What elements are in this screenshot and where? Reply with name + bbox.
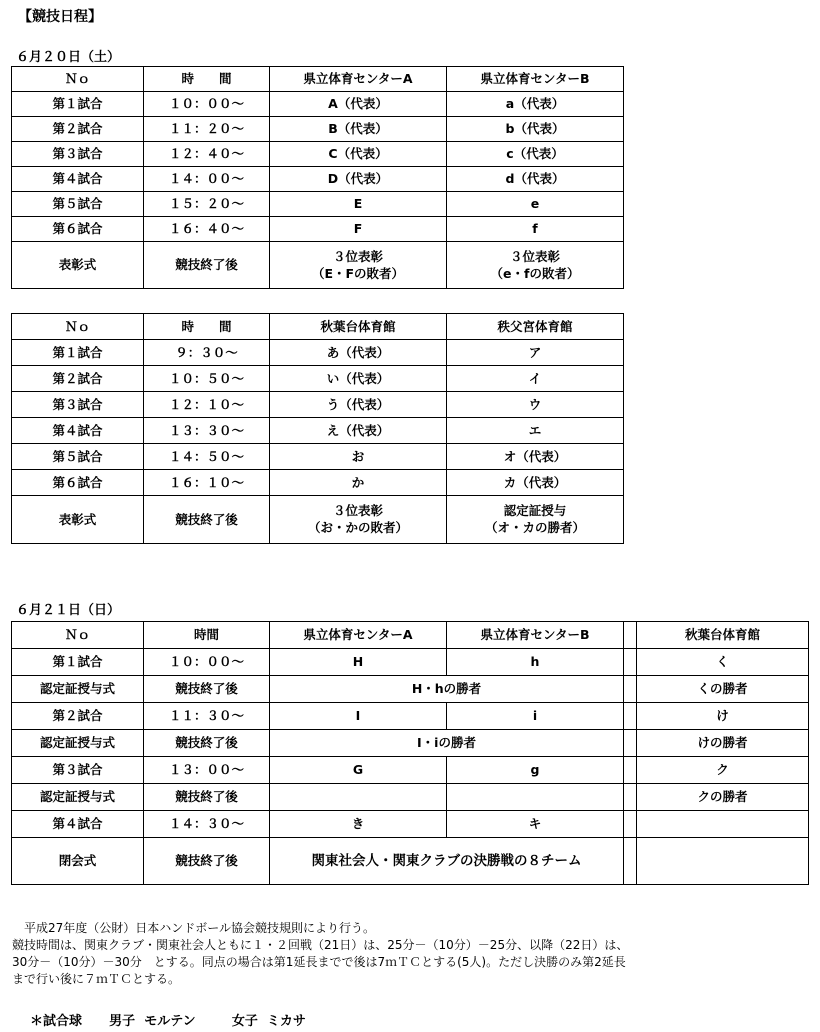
match-time: １３：３０～ bbox=[144, 418, 270, 444]
match-venue-b: e bbox=[447, 192, 624, 217]
match-time: １６：１０～ bbox=[144, 470, 270, 496]
match-venue-b: キ bbox=[447, 811, 624, 838]
match-venue-b: c（代表） bbox=[447, 142, 624, 167]
match-venue-a: D（代表） bbox=[270, 167, 447, 192]
match-venue-b: イ bbox=[447, 366, 624, 392]
match-venue-c: け bbox=[637, 703, 809, 730]
table-row bbox=[12, 676, 809, 703]
match-venue-a: い（代表） bbox=[270, 366, 447, 392]
header-no: Ｎｏ bbox=[12, 314, 144, 340]
match-time: 競技終了後 bbox=[144, 676, 270, 703]
match-no: 第３試合 bbox=[12, 757, 144, 784]
ceremony-venue-a bbox=[270, 496, 447, 544]
ceremony-venue-b-line2: （オ・カの勝者） bbox=[484, 520, 585, 535]
notes-line: 平成27年度（公財）日本ハンドボール協会競技規則により行う。 bbox=[12, 921, 376, 935]
match-time: １０：００～ bbox=[144, 649, 270, 676]
match-venue-b: f bbox=[447, 217, 624, 242]
ceremony-venue-a-line2: （E・Fの敗者） bbox=[311, 265, 405, 281]
column-gap bbox=[624, 649, 637, 676]
notes-line: 30分－（10分）－30分 とする。同点の場合は第1延長までで後は7ｍＴＣとする(5人)。ただし決勝のみ第2延長 bbox=[12, 955, 626, 969]
column-gap bbox=[624, 811, 637, 838]
ceremony-row bbox=[12, 242, 624, 289]
ceremony-venue-b bbox=[447, 496, 624, 544]
header-no: Ｎｏ bbox=[12, 622, 144, 649]
match-time: １４：５０～ bbox=[144, 444, 270, 470]
match-no: 第６試合 bbox=[12, 217, 144, 242]
ceremony-venue-a-line2: （お・かの敗者） bbox=[307, 520, 408, 535]
ceremony-venue-a-line1: ３位表彰 bbox=[332, 503, 383, 518]
column-gap bbox=[624, 703, 637, 730]
rules-notes bbox=[12, 920, 812, 988]
header-no: Ｎｏ bbox=[12, 67, 144, 92]
match-no: 第５試合 bbox=[12, 192, 144, 217]
closing-label: 閉会式 bbox=[12, 838, 144, 885]
column-gap bbox=[624, 622, 637, 649]
match-venue-b: オ（代表） bbox=[447, 444, 624, 470]
match-venue-b: i bbox=[447, 703, 624, 730]
match-venue-a: I bbox=[270, 703, 447, 730]
table-row bbox=[12, 784, 809, 811]
match-time: １６：４０～ bbox=[144, 217, 270, 242]
match-no: 第６試合 bbox=[12, 470, 144, 496]
ceremony-row bbox=[12, 496, 624, 544]
match-venue-ab: I・iの勝者 bbox=[270, 730, 624, 757]
header-venue-a: 県立体育センターA bbox=[270, 622, 447, 649]
ceremony-time: 競技終了後 bbox=[144, 496, 270, 544]
ceremony-time: 競技終了後 bbox=[144, 242, 270, 289]
table-row bbox=[12, 470, 624, 496]
match-time: １３：００～ bbox=[144, 757, 270, 784]
match-time: 競技終了後 bbox=[144, 730, 270, 757]
closing-row bbox=[12, 838, 809, 885]
table-header-row bbox=[12, 67, 624, 92]
header-venue-a: 県立体育センターA bbox=[270, 67, 447, 92]
match-venue-a: え（代表） bbox=[270, 418, 447, 444]
game-ball-men-value: モルテン bbox=[144, 1014, 196, 1029]
table-row bbox=[12, 757, 809, 784]
closing-venue-c bbox=[637, 838, 809, 885]
match-venue-b: g bbox=[447, 757, 624, 784]
table-row bbox=[12, 167, 624, 192]
match-venue-a: C（代表） bbox=[270, 142, 447, 167]
ceremony-venue-a-line1: ３位表彰 bbox=[332, 248, 383, 264]
table-row bbox=[12, 444, 624, 470]
match-venue-b: h bbox=[447, 649, 624, 676]
match-no: 第２試合 bbox=[12, 703, 144, 730]
day1-table-2 bbox=[11, 313, 624, 544]
header-venue-a: 秋葉台体育館 bbox=[270, 314, 447, 340]
ceremony-label: 表彰式 bbox=[12, 496, 144, 544]
match-no: 第１試合 bbox=[12, 340, 144, 366]
match-venue-c: クの勝者 bbox=[637, 784, 809, 811]
table-row bbox=[12, 217, 624, 242]
match-venue-a: G bbox=[270, 757, 447, 784]
match-venue-b bbox=[447, 784, 624, 811]
match-venue-a: き bbox=[270, 811, 447, 838]
match-venue-b: エ bbox=[447, 418, 624, 444]
table-row bbox=[12, 117, 624, 142]
match-time: １５：２０～ bbox=[144, 192, 270, 217]
page-heading: 【競技日程】 bbox=[18, 9, 102, 25]
match-time: １０：５０～ bbox=[144, 366, 270, 392]
ceremony-venue-a bbox=[270, 242, 447, 289]
match-time: ９：３０～ bbox=[144, 340, 270, 366]
header-time: 時 間 bbox=[144, 314, 270, 340]
match-venue-c: く bbox=[637, 649, 809, 676]
column-gap bbox=[624, 757, 637, 784]
table-row bbox=[12, 392, 624, 418]
match-venue-b: b（代表） bbox=[447, 117, 624, 142]
day2-table bbox=[11, 621, 809, 885]
game-ball-men-label: 男子 bbox=[109, 1014, 136, 1029]
header-venue-b: 秩父宮体育館 bbox=[447, 314, 624, 340]
header-venue-b: 県立体育センターB bbox=[447, 622, 624, 649]
ceremony-venue-b bbox=[447, 242, 624, 289]
table-row bbox=[12, 703, 809, 730]
table-header-row bbox=[12, 314, 624, 340]
match-venue-b: d（代表） bbox=[447, 167, 624, 192]
notes-line: 競技時間は、関東クラブ・関東社会人ともに１・２回戦（21日）は、25分－（10分）－25分、以降（22日）は、 bbox=[12, 938, 629, 952]
ceremony-label: 表彰式 bbox=[12, 242, 144, 289]
table-header-row bbox=[12, 622, 809, 649]
match-venue-b: ウ bbox=[447, 392, 624, 418]
match-time: １４：３０～ bbox=[144, 811, 270, 838]
match-venue-b: a（代表） bbox=[447, 92, 624, 117]
header-venue-c: 秋葉台体育館 bbox=[637, 622, 809, 649]
match-no: 認定証授与式 bbox=[12, 676, 144, 703]
table-row bbox=[12, 340, 624, 366]
column-gap bbox=[624, 838, 637, 885]
match-venue-c: けの勝者 bbox=[637, 730, 809, 757]
column-gap bbox=[624, 784, 637, 811]
table-row bbox=[12, 418, 624, 444]
match-time: １０：００～ bbox=[144, 92, 270, 117]
ceremony-venue-b-line2: （e・fの敗者） bbox=[490, 265, 580, 281]
header-venue-b: 県立体育センターB bbox=[447, 67, 624, 92]
header-time: 時 間 bbox=[144, 67, 270, 92]
match-no: 第１試合 bbox=[12, 92, 144, 117]
match-no: 第２試合 bbox=[12, 117, 144, 142]
match-venue-b: ア bbox=[447, 340, 624, 366]
header-time: 時間 bbox=[144, 622, 270, 649]
table-row bbox=[12, 649, 809, 676]
match-venue-a bbox=[270, 784, 447, 811]
table-row bbox=[12, 811, 809, 838]
table-row bbox=[12, 142, 624, 167]
match-venue-a: お bbox=[270, 444, 447, 470]
match-no: 第４試合 bbox=[12, 418, 144, 444]
match-venue-c bbox=[637, 811, 809, 838]
ceremony-venue-b-line1: ３位表彰 bbox=[509, 248, 560, 264]
match-venue-a: F bbox=[270, 217, 447, 242]
game-ball-line bbox=[30, 1010, 306, 1029]
match-time: １２：４０～ bbox=[144, 142, 270, 167]
match-venue-a: う（代表） bbox=[270, 392, 447, 418]
match-venue-a: H bbox=[270, 649, 447, 676]
match-venue-a: A（代表） bbox=[270, 92, 447, 117]
match-no: 第２試合 bbox=[12, 366, 144, 392]
match-venue-c: くの勝者 bbox=[637, 676, 809, 703]
match-no: 第３試合 bbox=[12, 142, 144, 167]
match-time: １２：１０～ bbox=[144, 392, 270, 418]
column-gap bbox=[624, 676, 637, 703]
match-venue-c: ク bbox=[637, 757, 809, 784]
match-no: 第４試合 bbox=[12, 167, 144, 192]
match-time: 競技終了後 bbox=[144, 784, 270, 811]
match-time: １１：３０～ bbox=[144, 703, 270, 730]
day1-date: ６月２０日（土） bbox=[16, 50, 121, 65]
ceremony-venue-b-line1: 認定証授与 bbox=[503, 503, 567, 518]
day2-date: ６月２１日（日） bbox=[16, 603, 121, 618]
match-venue-ab: H・hの勝者 bbox=[270, 676, 624, 703]
table-row bbox=[12, 366, 624, 392]
match-no: 第４試合 bbox=[12, 811, 144, 838]
match-venue-a: B（代表） bbox=[270, 117, 447, 142]
closing-teams: 関東社会人・関東クラブの決勝戦の８チーム bbox=[270, 838, 624, 885]
table-row bbox=[12, 92, 624, 117]
notes-line: まで行い後に７ｍＴＣとする。 bbox=[12, 972, 181, 986]
match-venue-a: か bbox=[270, 470, 447, 496]
match-no: 第５試合 bbox=[12, 444, 144, 470]
game-ball-label: ＊試合球 bbox=[30, 1014, 83, 1029]
match-venue-a: E bbox=[270, 192, 447, 217]
day1-table-1 bbox=[11, 66, 624, 289]
game-ball-women-label: 女子 bbox=[231, 1014, 258, 1029]
closing-time: 競技終了後 bbox=[144, 838, 270, 885]
match-venue-a: あ（代表） bbox=[270, 340, 447, 366]
match-time: １４：００～ bbox=[144, 167, 270, 192]
match-no: 認定証授与式 bbox=[12, 784, 144, 811]
match-no: 第３試合 bbox=[12, 392, 144, 418]
match-venue-b: カ（代表） bbox=[447, 470, 624, 496]
game-ball-women-value: ミカサ bbox=[266, 1014, 306, 1029]
match-no: 第１試合 bbox=[12, 649, 144, 676]
table-row bbox=[12, 730, 809, 757]
match-time: １１：２０～ bbox=[144, 117, 270, 142]
match-no: 認定証授与式 bbox=[12, 730, 144, 757]
column-gap bbox=[624, 730, 637, 757]
table-row bbox=[12, 192, 624, 217]
